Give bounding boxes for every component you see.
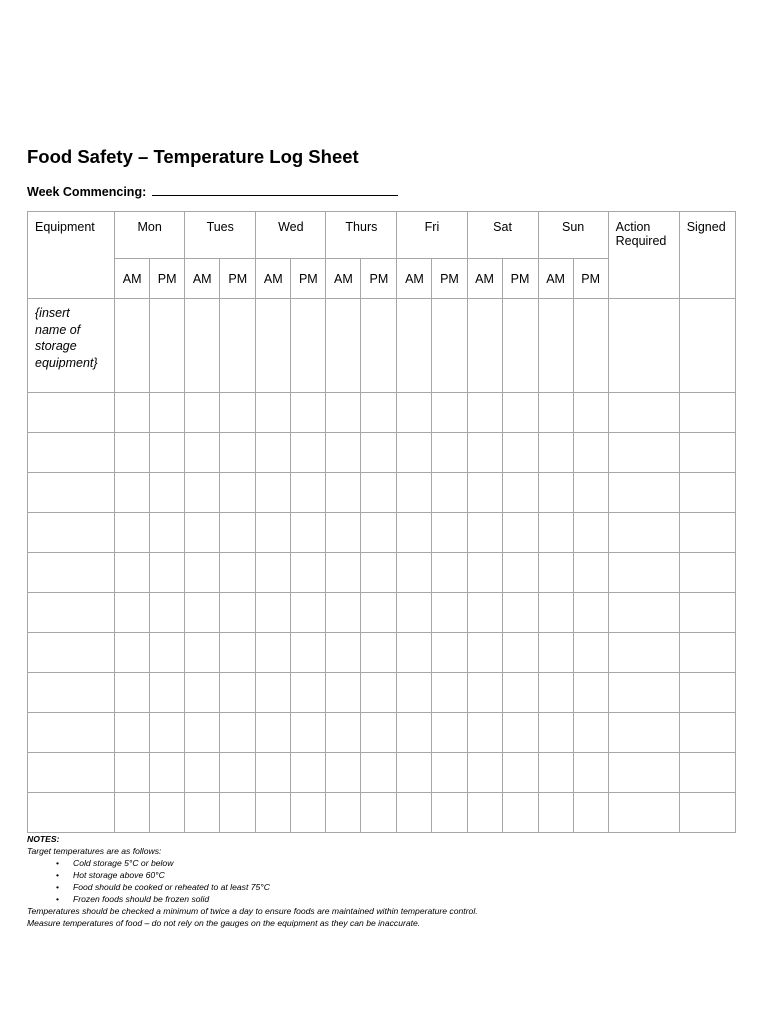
log-cell[interactable] [538,633,573,673]
log-cell[interactable] [115,713,150,753]
log-cell[interactable] [432,433,467,473]
log-cell[interactable] [291,299,326,393]
log-cell[interactable] [361,513,397,553]
log-cell[interactable] [220,513,256,553]
log-cell[interactable] [326,473,361,513]
log-cell[interactable] [326,433,361,473]
equipment-placeholder-line: storage [35,339,77,353]
log-cell[interactable] [326,633,361,673]
log-cell[interactable] [573,393,608,433]
log-cell[interactable] [502,513,538,553]
log-cell[interactable] [573,433,608,473]
log-cell[interactable] [115,793,150,833]
log-cell[interactable] [608,299,679,393]
log-cell[interactable] [467,593,502,633]
log-cell[interactable] [361,793,397,833]
log-cell[interactable] [432,793,467,833]
log-cell[interactable] [326,553,361,593]
log-cell[interactable] [291,673,326,713]
log-cell[interactable] [220,793,256,833]
log-cell[interactable] [256,713,291,753]
log-cell[interactable] [115,433,150,473]
log-cell[interactable] [467,473,502,513]
log-cell[interactable] [467,673,502,713]
log-cell[interactable] [361,473,397,513]
equipment-cell[interactable] [28,793,115,833]
week-commencing-field[interactable] [152,182,398,196]
log-cell[interactable] [326,513,361,553]
log-cell[interactable] [502,633,538,673]
log-cell[interactable] [361,433,397,473]
log-cell[interactable] [361,673,397,713]
equipment-placeholder[interactable] [28,299,115,393]
log-cell[interactable] [291,753,326,793]
table-row [28,433,736,473]
log-cell[interactable] [256,473,291,513]
log-cell[interactable] [679,433,735,473]
log-cell[interactable] [220,593,256,633]
log-cell[interactable] [185,633,220,673]
equipment-cell[interactable] [28,633,115,673]
log-cell[interactable] [432,513,467,553]
log-cell[interactable] [115,513,150,553]
log-cell[interactable] [573,299,608,393]
log-cell[interactable] [291,393,326,433]
log-cell[interactable] [679,513,735,553]
log-cell[interactable] [608,793,679,833]
notes-heading: NOTES: [27,834,60,844]
log-cell[interactable] [502,393,538,433]
log-cell[interactable] [150,299,185,393]
pm-header: PM [361,259,397,299]
log-cell[interactable] [538,473,573,513]
log-cell[interactable] [150,753,185,793]
equipment-cell[interactable] [28,553,115,593]
log-cell[interactable] [150,473,185,513]
log-cell[interactable] [502,299,538,393]
log-cell[interactable] [220,713,256,753]
log-cell[interactable] [115,753,150,793]
log-cell[interactable] [220,753,256,793]
log-cell[interactable] [502,433,538,473]
log-cell[interactable] [573,673,608,713]
log-cell[interactable] [361,633,397,673]
log-cell[interactable] [397,553,432,593]
log-cell[interactable] [467,433,502,473]
pm-header: PM [432,259,467,299]
table-row [28,393,736,433]
log-cell[interactable] [502,553,538,593]
am-header: AM [256,259,291,299]
log-cell[interactable] [538,433,573,473]
notes-line: Measure temperatures of food – do not rely on the gauges on the equipment as they can be inaccurate. [27,918,421,928]
log-cell[interactable] [326,673,361,713]
log-cell[interactable] [256,753,291,793]
log-cell[interactable] [397,433,432,473]
log-cell[interactable] [326,593,361,633]
log-cell[interactable] [115,593,150,633]
table-row [28,513,736,553]
pm-header: PM [220,259,256,299]
am-header: AM [397,259,432,299]
log-cell[interactable] [150,593,185,633]
pm-header: PM [150,259,185,299]
am-header: AM [115,259,150,299]
notes-line: Temperatures should be checked a minimum of twice a day to ensure foods are maintained within temperature control. [27,906,478,916]
log-cell[interactable] [679,753,735,793]
log-cell[interactable] [185,593,220,633]
log-cell[interactable] [432,299,467,393]
log-cell[interactable] [150,513,185,553]
log-cell[interactable] [538,753,573,793]
day-header: Sun [538,212,608,259]
table-row [28,753,736,793]
log-cell[interactable] [256,393,291,433]
log-cell[interactable] [538,513,573,553]
pm-header: PM [291,259,326,299]
log-cell[interactable] [256,793,291,833]
temperature-log-table [27,211,736,833]
log-cell[interactable] [467,393,502,433]
table-row [28,633,736,673]
log-cell[interactable] [432,753,467,793]
equipment-cell[interactable] [28,593,115,633]
log-cell[interactable] [432,473,467,513]
log-cell[interactable] [291,473,326,513]
am-header: AM [467,259,502,299]
day-header: Tues [185,212,256,259]
log-cell[interactable] [573,753,608,793]
log-cell[interactable] [538,713,573,753]
equipment-header: Equipment [28,212,115,299]
equipment-placeholder-line: equipment} [35,355,98,370]
log-cell[interactable] [502,473,538,513]
log-cell[interactable] [397,393,432,433]
log-cell[interactable] [608,433,679,473]
log-cell[interactable] [467,553,502,593]
log-cell[interactable] [679,473,735,513]
log-cell[interactable] [432,593,467,633]
log-cell[interactable] [502,793,538,833]
day-header: Mon [115,212,185,259]
page-title: Food Safety – Temperature Log Sheet [27,146,359,167]
log-cell[interactable] [397,673,432,713]
log-cell[interactable] [185,713,220,753]
log-cell[interactable] [326,713,361,753]
log-cell[interactable] [467,633,502,673]
log-cell[interactable] [115,633,150,673]
log-cell[interactable] [256,593,291,633]
log-cell[interactable] [397,713,432,753]
table-row [28,793,736,833]
log-cell[interactable] [291,433,326,473]
log-cell[interactable] [185,473,220,513]
am-header: AM [326,259,361,299]
log-cell[interactable] [220,299,256,393]
table-row [28,713,736,753]
log-cell[interactable] [115,393,150,433]
log-cell[interactable] [467,713,502,753]
log-cell[interactable] [115,473,150,513]
log-cell[interactable] [361,393,397,433]
day-header: Sat [467,212,538,259]
log-cell[interactable] [538,299,573,393]
notes-bullet: • Cold storage 5°C or below [73,857,747,869]
log-cell[interactable] [397,473,432,513]
log-cell[interactable] [291,793,326,833]
log-cell[interactable] [185,553,220,593]
log-cell[interactable] [256,633,291,673]
log-cell[interactable] [220,673,256,713]
log-cell[interactable] [397,633,432,673]
log-cell[interactable] [361,753,397,793]
log-cell[interactable] [185,433,220,473]
am-header: AM [185,259,220,299]
equipment-cell[interactable] [28,473,115,513]
table-row [28,473,736,513]
log-cell[interactable] [679,553,735,593]
log-cell[interactable] [467,753,502,793]
notes-bullet-list [27,857,747,905]
log-cell[interactable] [397,299,432,393]
log-cell[interactable] [361,299,397,393]
log-cell[interactable] [115,553,150,593]
day-header: Thurs [326,212,397,259]
log-cell[interactable] [256,433,291,473]
log-cell[interactable] [608,633,679,673]
log-cell[interactable] [679,393,735,433]
equipment-cell[interactable] [28,673,115,713]
log-cell[interactable] [432,553,467,593]
notes-bullet: • Hot storage above 60°C [73,869,747,881]
log-cell[interactable] [326,753,361,793]
equipment-placeholder-line: {insert [35,306,70,320]
log-cell[interactable] [361,713,397,753]
table-row [28,593,736,633]
log-cell[interactable] [538,553,573,593]
log-cell[interactable] [608,473,679,513]
log-cell[interactable] [326,793,361,833]
pm-header: PM [573,259,608,299]
log-cell[interactable] [467,513,502,553]
notes-intro: Target temperatures are as follows: [27,846,162,856]
week-commencing-label: Week Commencing: [27,185,147,199]
equipment-cell[interactable] [28,753,115,793]
log-cell[interactable] [502,713,538,753]
log-cell[interactable] [679,593,735,633]
log-cell[interactable] [608,553,679,593]
log-cell[interactable] [150,433,185,473]
log-cell[interactable] [185,673,220,713]
log-cell[interactable] [432,673,467,713]
log-cell[interactable] [115,673,150,713]
log-cell[interactable] [397,513,432,553]
log-cell[interactable] [150,393,185,433]
log-cell[interactable] [326,299,361,393]
log-cell[interactable] [573,793,608,833]
log-cell[interactable] [291,513,326,553]
log-cell[interactable] [573,513,608,553]
table-row [28,553,736,593]
equipment-cell[interactable] [28,393,115,433]
log-cell[interactable] [150,553,185,593]
log-cell[interactable] [538,593,573,633]
log-cell[interactable] [150,673,185,713]
log-cell[interactable] [467,793,502,833]
log-cell[interactable] [573,593,608,633]
day-header: Wed [256,212,326,259]
table-row [28,673,736,713]
log-cell[interactable] [150,633,185,673]
log-cell[interactable] [291,713,326,753]
action-header-line: Action [615,220,651,234]
log-cell[interactable] [573,633,608,673]
log-cell[interactable] [220,393,256,433]
log-cell[interactable] [220,553,256,593]
week-commencing [27,182,398,199]
am-header: AM [538,259,573,299]
log-cell[interactable] [256,513,291,553]
action-header-line: Required [615,234,667,248]
log-cell[interactable] [185,793,220,833]
log-cell[interactable] [538,793,573,833]
log-cell[interactable] [185,299,220,393]
log-cell[interactable] [397,753,432,793]
log-cell[interactable] [573,473,608,513]
log-cell[interactable] [256,299,291,393]
log-cell[interactable] [679,633,735,673]
log-cell[interactable] [220,433,256,473]
log-cell[interactable] [573,553,608,593]
notes-section [27,833,747,929]
log-cell[interactable] [361,593,397,633]
log-cell[interactable] [538,673,573,713]
log-cell[interactable] [608,713,679,753]
notes-bullet: • Food should be cooked or reheated to at least 75°C [73,881,747,893]
log-cell[interactable] [291,593,326,633]
log-cell[interactable] [502,673,538,713]
action-required-header [608,212,679,299]
log-cell[interactable] [397,593,432,633]
log-cell[interactable] [256,673,291,713]
log-cell[interactable] [256,553,291,593]
equipment-placeholder-line: name of [35,322,81,337]
log-cell[interactable] [432,393,467,433]
day-header: Fri [397,212,467,259]
notes-bullet: • Frozen foods should be frozen solid [73,893,747,905]
log-cell[interactable] [220,633,256,673]
log-cell[interactable] [361,553,397,593]
log-cell[interactable] [150,793,185,833]
log-cell[interactable] [679,673,735,713]
log-cell[interactable] [573,713,608,753]
log-cell[interactable] [220,473,256,513]
log-cell[interactable] [185,753,220,793]
signed-header: Signed [679,212,735,299]
log-cell[interactable] [502,753,538,793]
log-cell[interactable] [326,393,361,433]
log-cell[interactable] [608,593,679,633]
log-cell[interactable] [502,593,538,633]
pm-header: PM [502,259,538,299]
log-cell[interactable] [150,713,185,753]
log-cell[interactable] [608,393,679,433]
equipment-cell[interactable] [28,713,115,753]
log-cell[interactable] [432,713,467,753]
log-cell[interactable] [432,633,467,673]
equipment-cell[interactable] [28,433,115,473]
log-cell[interactable] [291,553,326,593]
log-cell[interactable] [679,793,735,833]
equipment-cell[interactable] [28,513,115,553]
log-cell[interactable] [467,299,502,393]
log-cell[interactable] [608,673,679,713]
log-cell[interactable] [608,513,679,553]
log-cell[interactable] [679,713,735,753]
log-cell[interactable] [115,299,150,393]
log-cell[interactable] [679,299,735,393]
log-cell[interactable] [185,513,220,553]
log-cell[interactable] [538,393,573,433]
log-cell[interactable] [185,393,220,433]
log-cell[interactable] [291,633,326,673]
log-cell[interactable] [397,793,432,833]
log-cell[interactable] [608,753,679,793]
